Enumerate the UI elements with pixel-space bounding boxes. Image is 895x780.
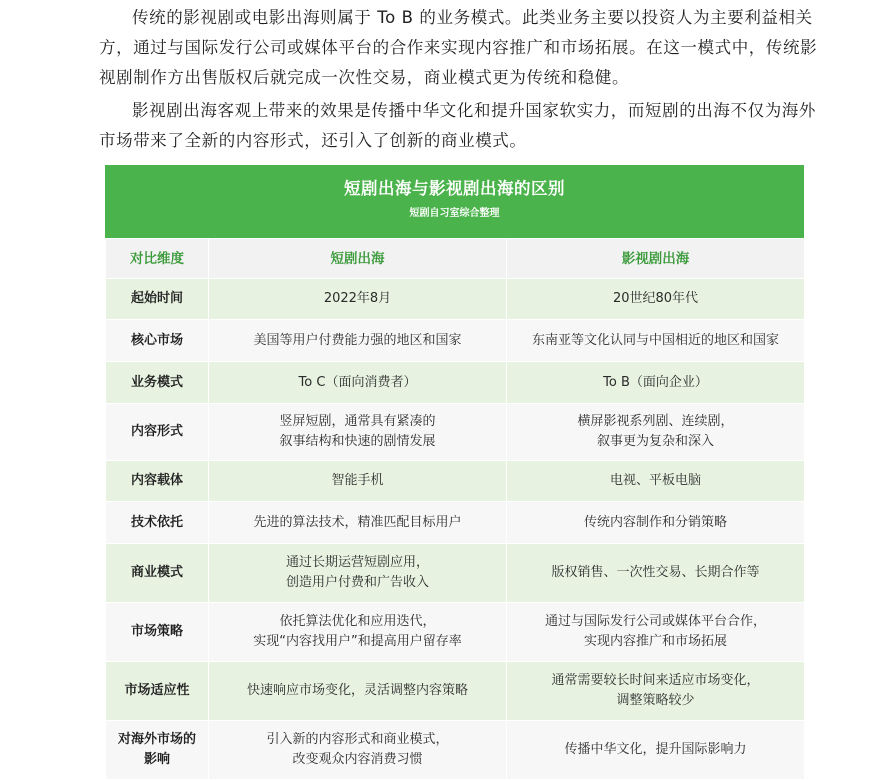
comparison-table [105,165,804,780]
row-dimension: 市场适应性 [106,662,209,721]
table-row [106,279,805,320]
row-film-tv-value: 电视、平板电脑 [507,461,805,502]
row-film-tv-value: 通过与国际发行公司或媒体平台合作， 实现内容推广和市场拓展 [507,603,805,662]
header-short-drama: 短剧出海 [209,239,507,279]
row-film-tv-value: 横屏影视系列剧、连续剧， 叙事更为复杂和深入 [507,404,805,461]
table-row [106,662,805,721]
comparison-grid [105,238,805,780]
table-row [106,404,805,461]
article-paragraph-1: 传统的影视剧或电影出海则属于 To B 的业务模式。此类业务主要以投资人为主要利益相关方，通过与国际发行公司或媒体平台的合作来实现内容推广和市场拓展。在这一模式中，传统影视剧制作方出售版权后就完成一次性交易，商业模式更为传统和稳健。 [99,8,818,87]
row-short-drama-value: 引入新的内容形式和商业模式， 改变观众内容消费习惯 [209,721,507,780]
table-row [106,603,805,662]
table-banner [105,165,804,238]
row-short-drama-value: To C（面向消费者） [209,362,507,404]
table-row [106,502,805,544]
row-dimension: 商业模式 [106,544,209,603]
row-film-tv-value: 20世纪80年代 [507,279,805,320]
table-row [106,362,805,404]
row-film-tv-value: 通常需要较长时间来适应市场变化， 调整策略较少 [507,662,805,721]
row-film-tv-value: 东南亚等文化认同与中国相近的地区和国家 [507,320,805,362]
table-row [106,461,805,502]
row-short-drama-value: 2022年8月 [209,279,507,320]
table-header-row [106,239,805,279]
row-dimension: 起始时间 [106,279,209,320]
table-row [106,721,805,780]
row-short-drama-value: 美国等用户付费能力强的地区和国家 [209,320,507,362]
row-short-drama-value: 通过长期运营短剧应用， 创造用户付费和广告收入 [209,544,507,603]
article-paragraph-2: 影视剧出海客观上带来的效果是传播中华文化和提升国家软实力，而短剧的出海不仅为海外市场带来了全新的内容形式，还引入了创新的商业模式。 [99,101,816,150]
row-film-tv-value: 传统内容制作和分销策略 [507,502,805,544]
row-short-drama-value: 竖屏短剧，通常具有紧凑的 叙事结构和快速的剧情发展 [209,404,507,461]
table-title: 短剧出海与影视剧出海的区别 [344,179,565,198]
row-film-tv-value: 传播中华文化，提升国际影响力 [507,721,805,780]
row-dimension: 核心市场 [106,320,209,362]
table-row [106,320,805,362]
table-row [106,544,805,603]
row-film-tv-value: 版权销售、一次性交易、长期合作等 [507,544,805,603]
row-short-drama-value: 依托算法优化和应用迭代， 实现“内容找用户”和提高用户留存率 [209,603,507,662]
row-dimension: 内容载体 [106,461,209,502]
row-film-tv-value: To B（面向企业） [507,362,805,404]
row-dimension: 业务模式 [106,362,209,404]
header-dimension: 对比维度 [106,239,209,279]
row-dimension: 对海外市场的影响 [106,721,209,780]
row-dimension: 市场策略 [106,603,209,662]
header-film-tv: 影视剧出海 [507,239,805,279]
row-dimension: 内容形式 [106,404,209,461]
table-subtitle: 短剧自习室综合整理 [409,208,500,219]
row-short-drama-value: 先进的算法技术，精准匹配目标用户 [209,502,507,544]
row-short-drama-value: 智能手机 [209,461,507,502]
row-dimension: 技术依托 [106,502,209,544]
row-short-drama-value: 快速响应市场变化，灵活调整内容策略 [209,662,507,721]
